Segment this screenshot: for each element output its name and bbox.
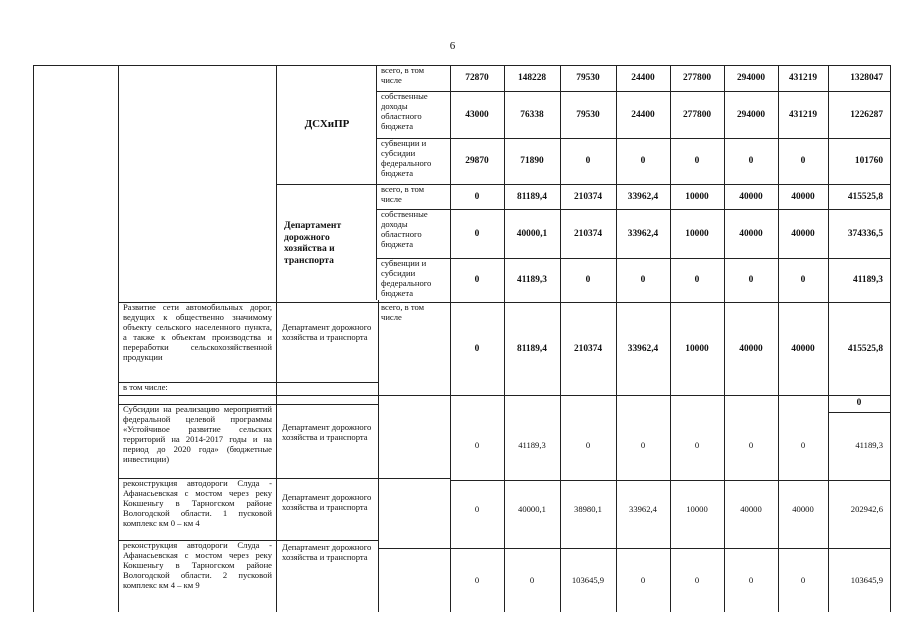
value-cell: 0 [585,275,591,285]
table-gridline [378,548,890,549]
table-gridline [276,184,890,185]
value-cell: 0 [585,440,591,450]
value-cell: 81189,4 [517,343,547,354]
value-cell: 415525,8 [847,343,883,354]
value-cell: 41189,3 [518,440,546,450]
table-gridline [376,209,890,210]
value-cell: 33962,4 [627,228,659,239]
fund-source-label: всего, в том числе [381,184,425,204]
table-gridline [118,302,890,303]
value-cell: 79530 [576,109,600,120]
value-cell: 41189,3 [855,440,883,450]
value-cell: 294000 [736,73,766,83]
value-cell: 0 [748,156,754,166]
table-gridline [118,404,378,405]
value-cell: 0 [474,575,480,585]
table-gridline [33,65,890,66]
value-cell: 40000 [791,343,815,354]
table-gridline [450,65,451,612]
value-cell: 374336,5 [847,228,883,239]
value-cell: 0 [800,275,806,285]
table-gridline [778,65,779,612]
value-cell: 10000 [686,504,708,514]
value-cell: 40000 [791,228,815,239]
fund-source-label: собственные доходы областного бюджета [381,209,428,249]
fund-source-label: собственные доходы областного бюджета [381,91,428,131]
value-cell: 1328047 [850,73,883,83]
table-gridline [828,412,890,413]
table-gridline [504,65,505,612]
value-cell: 40000 [739,191,763,202]
page-number: 6 [449,40,456,52]
value-cell: 101760 [854,156,883,166]
value-cell: 10000 [685,228,709,239]
including-label: в том числе: [123,382,168,392]
value-cell: 103645,9 [571,575,605,585]
executor-name: Департамент дорожного хозяйства и транспорта [282,422,372,442]
table-gridline [670,65,671,612]
value-cell: 0 [640,440,646,450]
table-gridline [118,478,450,479]
table-gridline [890,65,891,612]
value-cell: 40000,1 [518,504,546,514]
activity-description: реконструкция автодороги Слуда - Афанасьевская с мостом через реку Кокшеньгу в Тарногском районе Вологодской области. 2 пусковой комплекс км 4 – км 9 [123,540,272,590]
value-cell: 0 [474,191,480,202]
value-cell: 29870 [465,156,489,166]
executor-name: Департамент дорожного хозяйства и транспорта [282,492,372,512]
value-cell: 0 [748,575,754,585]
table-gridline [118,65,119,612]
value-cell: 0 [640,575,646,585]
value-cell: 294000 [736,109,766,120]
table-gridline [560,65,561,612]
table-gridline [616,65,617,612]
value-cell: 431219 [788,109,818,120]
value-cell: 40000 [739,228,763,239]
executor-name: Департамент дорожного хозяйства и транспорта [282,322,372,342]
activity-description: Субсидии на реализацию мероприятий федеральной целевой программы «Устойчивое развитие сельских территорий на 2014-2017 годы и на период до 2020 года» (бюджетные инвестиции) [123,404,272,464]
value-cell: 1226287 [850,109,883,120]
value-cell: 277800 [682,73,712,83]
value-cell: 0 [474,440,480,450]
table-gridline [33,65,34,612]
table-gridline [118,540,378,541]
value-cell: 0 [694,156,700,166]
value-cell: 24400 [631,109,655,120]
value-cell: 38980,1 [574,504,602,514]
value-cell: 24400 [631,73,655,83]
value-cell: 41189,3 [853,275,883,285]
value-cell: 0 [640,275,646,285]
value-cell: 0 [800,440,806,450]
table-gridline [450,480,890,481]
value-cell: 33962,4 [627,343,659,354]
value-cell: 431219 [788,73,818,83]
value-cell: 210374 [573,191,603,202]
value-cell: 0 [474,275,480,285]
table-gridline [376,91,890,92]
executor-name: Департамент дорожного хозяйства и транспорта [282,542,372,562]
table-gridline [276,65,277,612]
table-gridline [376,138,890,139]
value-cell: 415525,8 [847,191,883,202]
value-cell: 0 [529,575,535,585]
value-cell: 0 [474,343,480,354]
value-cell: 40000 [739,343,763,354]
table-gridline [378,395,890,396]
value-cell: 0 [640,156,646,166]
organization-name: Департамент дорожного хозяйства и транспорта [284,220,342,266]
activity-description: Развитие сети автомобильных дорог, ведущих к общественно значимому объекту сельского населенного пункта, а также к объектам производства и переработки сельскохозяйственной продукции [123,302,272,362]
value-cell: 72870 [465,73,489,83]
value-cell: 0 [800,575,806,585]
value-cell: 10000 [685,343,709,354]
value-cell: 81189,4 [517,191,547,202]
fund-source-label: всего, в том числе [381,65,425,85]
value-cell: 0 [748,440,754,450]
value-cell: 0 [474,504,480,514]
value-cell: 0 [748,275,754,285]
value-cell: 40000,1 [516,228,548,239]
value-cell: 40000 [792,504,814,514]
fund-source-label: всего, в том числе [381,302,425,322]
value-cell: 33962,4 [627,191,659,202]
value-cell: 43000 [465,109,489,120]
table-gridline [724,65,725,612]
table-gridline [118,395,378,396]
value-cell: 40000 [791,191,815,202]
value-cell: 0 [856,398,862,408]
value-cell: 0 [585,156,591,166]
value-cell: 148228 [517,73,547,83]
value-cell: 277800 [682,109,712,120]
value-cell: 0 [694,575,700,585]
fund-source-label: субвенции и субсидии федерального бюджета [381,138,432,178]
activity-description: реконструкция автодороги Слуда - Афанасьевская с мостом через реку Кокшеньгу в Тарногском районе Вологодской области. 1 пусковой комплекс км 0 – км 4 [123,478,272,528]
table-gridline [378,300,379,612]
value-cell: 0 [694,275,700,285]
value-cell: 79530 [576,73,600,83]
table-gridline [828,65,829,612]
value-cell: 33962,4 [629,504,657,514]
organization-name: ДСХиПР [304,117,350,130]
value-cell: 10000 [685,191,709,202]
table-gridline [376,65,377,300]
fund-source-label: субвенции и субсидии федерального бюджета [381,258,432,298]
value-cell: 0 [800,156,806,166]
value-cell: 210374 [573,228,603,239]
value-cell: 41189,3 [517,275,547,285]
value-cell: 202942,6 [850,504,883,514]
table-gridline [118,382,378,383]
value-cell: 40000 [740,504,762,514]
value-cell: 76338 [520,109,544,120]
value-cell: 103645,9 [850,575,883,585]
value-cell: 210374 [573,343,603,354]
table-gridline [376,258,890,259]
value-cell: 0 [694,440,700,450]
value-cell: 71890 [520,156,544,166]
value-cell: 0 [474,228,480,239]
